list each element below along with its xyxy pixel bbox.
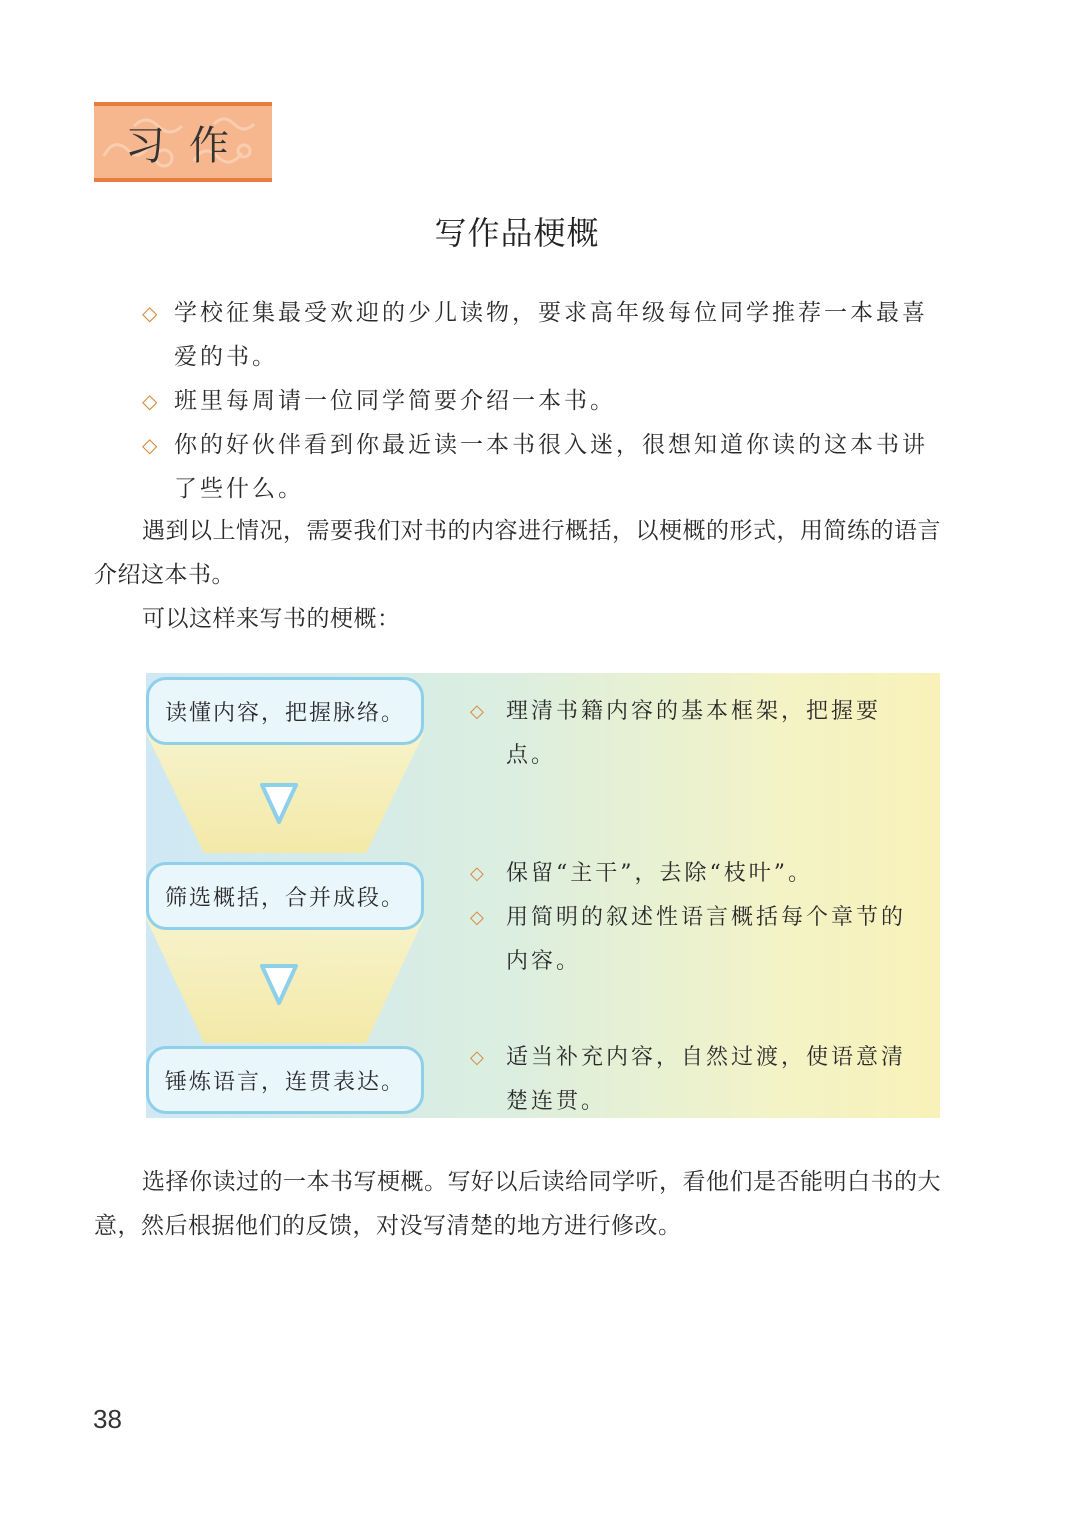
scenario-item: [142, 379, 952, 423]
diamond-icon: ◇: [142, 433, 161, 457]
diamond-icon: ◇: [470, 1047, 487, 1068]
scenario-text: 你的好伙伴看到你最近读一本书很入迷，很想知道你读的这本书讲了些什么。: [174, 432, 928, 502]
scenario-item: [142, 291, 952, 379]
intro-paragraph: 遇到以上情况，需要我们对书的内容进行概括，以梗概的形式，用简练的语言介绍这本书。: [94, 518, 941, 588]
step-pill-1: 读懂内容，把握脉络。: [146, 677, 424, 745]
section-badge-label: 习作: [125, 122, 253, 169]
step-tip: [470, 896, 930, 984]
scenario-item: [142, 423, 952, 511]
step-tip: [470, 852, 930, 896]
diamond-icon: ◇: [142, 389, 161, 413]
step-pill-3: 锤炼语言，连贯表达。: [146, 1046, 424, 1114]
down-triangle-icon: [259, 782, 299, 826]
scenario-text: 学校征集最受欢迎的少儿读物，要求高年级每位同学推荐一本最喜爱的书。: [174, 300, 928, 370]
step-tip-text: 适当补充内容，自然过渡，使语意清楚连贯。: [506, 1045, 907, 1114]
section-badge: [94, 102, 272, 182]
diamond-icon: ◇: [470, 701, 487, 722]
scenario-text: 班里每周请一位同学简要介绍一本书。: [174, 388, 616, 414]
diamond-icon: ◇: [142, 301, 161, 325]
diamond-icon: ◇: [470, 907, 487, 928]
assignment-paragraph: 选择你读过的一本书写梗概。写好以后读给同学听，看他们是否能明白书的大意，然后根据他们的反馈，对没写清楚的地方进行修改。: [94, 1169, 941, 1239]
step-tip: [470, 1036, 930, 1124]
step-tip: [470, 690, 930, 778]
diamond-icon: ◇: [470, 863, 487, 884]
page-title: 写作品梗概: [434, 214, 600, 252]
step-pill-2: 筛选概括，合并成段。: [146, 862, 424, 930]
step-tip-text: 用简明的叙述性语言概括每个章节的内容。: [506, 905, 907, 974]
down-triangle-icon: [259, 963, 299, 1007]
lead-in-text: 可以这样来写书的梗概：: [142, 606, 401, 632]
step-tip-text: 理清书籍内容的基本框架，把握要点。: [506, 699, 882, 768]
page-number: 38: [93, 1404, 122, 1434]
step-tip-text: 保留“主干”，去除“枝叶”。: [506, 861, 813, 886]
